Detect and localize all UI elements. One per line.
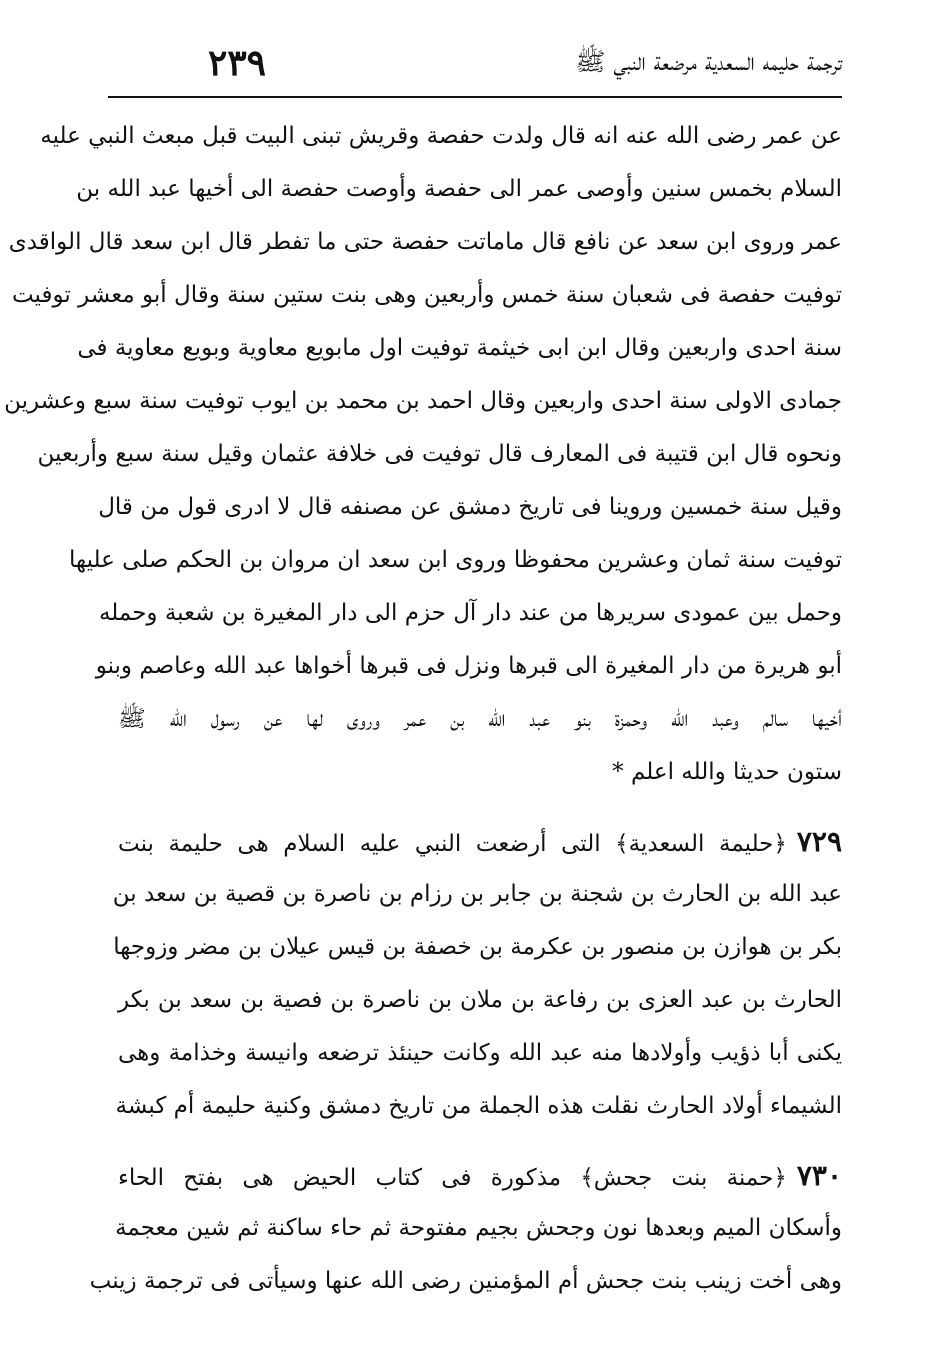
line-text: بكر بن هوازن بن منصور بن عكرمة بن خصفة بن قيس عيلان بن مضر وزوجها [113,934,842,960]
line-text: سنة احدى واربعين وقال ابن ابى خيثمة توفيت اول مابويع معاوية وبويع معاوية فى [77,335,842,361]
text-line [118,1027,842,1080]
line-text: ستون حديثا والله اعلم * [612,759,842,785]
line-text: عبد الله بن الحارث بن شجنة بن جابر بن رزام بن ناصرة بن قصية بن سعد بن [112,881,842,907]
line-text: أخيها سالم وعبد الله وحمزة بنو عبد الله بن عمر وروى لها عن رسول الله ﷺ [118,706,842,732]
line-text: جمادى الاولى سنة احدى واربعين وقال احمد بن محمد بن ايوب توفيت سنة سبع وعشرين [4,388,842,414]
text-line [77,322,842,375]
text-line [115,1080,842,1133]
header-rule [108,96,842,98]
paragraph [4,110,842,799]
line-text: ﴿حليمة السعدية﴾ التى أرضعت النبي عليه السلام هى حليمة بنت [118,831,787,857]
running-head: ترجمة حليمه السعدية مرضعة النبي ﷺ [575,47,842,76]
text-line [118,746,842,799]
line-text: وحمل بين عمودى سريرها من عند دار آل حزم الى دار المغيرة بن شعبة وحمله [98,600,842,626]
text-line [118,815,842,868]
paragraph-gap [118,799,842,815]
text-line [95,640,842,693]
line-text: يكنى أبا ذؤيب وأولادها منه عبد الله وكانت حينئذ ترضعه وانيسة وخذامة وهى [118,1040,842,1066]
line-text: الحارث بن عبد العزى بن رفاعة بن ملان بن ناصرة بن فصية بن سعد بن بكر [118,987,842,1013]
page-header [108,36,842,92]
page-number: ٢٣٩ [208,42,267,84]
text-line [8,216,842,269]
text-line [118,1149,842,1202]
line-text: عن عمر رضى الله عنه انه قال ولدت حفصة وقريش تبنى البيت قبل مبعث النبي عليه [40,123,842,149]
line-text: توفيت حفصة فى شعبان سنة خمس وأربعين وهى بنت ستين سنة وقال أبو معشر توفيت [11,282,842,308]
entry-number: ٧٢٩ [796,825,842,858]
body-text [4,110,842,1308]
text-line [68,534,842,587]
line-text: وهى أخت زينب بنت جحش أم المؤمنين رضى الله عنها وسيأتى فى ترجمة زينب [89,1268,842,1294]
paragraph [112,815,842,1133]
text-line [118,974,842,1027]
text-line [113,921,842,974]
text-line [4,375,842,428]
text-line [115,1202,842,1255]
text-line [112,868,842,921]
text-line [76,163,842,216]
line-text: وقيل سنة خمسين وروينا فى تاريخ دمشق عن مصنفه قال لا ادرى قول من قال [98,494,842,520]
text-line [89,1255,842,1308]
line-text: ونحوه قال ابن قتيبة فى المعارف قال توفيت فى خلافة عثمان وقيل سنة سبع وأربعين [37,441,842,467]
paragraph [89,1149,842,1308]
paragraph-gap [118,1133,842,1149]
text-line [98,587,842,640]
text-line [118,693,842,746]
line-text: أبو هريرة من دار المغيرة الى قبرها ونزل فى قبرها أخواها عبد الله وعاصم وبنو [95,653,842,679]
line-text: توفيت سنة ثمان وعشرين محفوظا وروى ابن سعد ان مروان بن الحكم صلى عليها [68,547,842,573]
text-line [98,481,842,534]
text-line [40,110,842,163]
line-text: السلام بخمس سنين وأوصى عمر الى حفصة وأوصت حفصة الى أخيها عبد الله بن [76,176,842,202]
line-text: وأسكان الميم وبعدها نون وجحش بجيم مفتوحة ثم حاء ساكنة ثم شين معجمة [115,1215,842,1241]
line-text: الشيماء أولاد الحارث نقلت هذه الجملة من تاريخ دمشق وكنية حليمة أم كبشة [115,1093,842,1119]
line-text: عمر وروى ابن سعد عن نافع قال ماماتت حفصة حتى ما تفطر قال ابن سعد قال الواقدى [8,229,842,255]
text-line [11,269,842,322]
entry-number: ٧٣٠ [796,1159,842,1192]
line-text: ﴿حمنة بنت جحش﴾ مذكورة فى كتاب الحيض هى بفتح الحاء [118,1165,787,1191]
text-line [37,428,842,481]
